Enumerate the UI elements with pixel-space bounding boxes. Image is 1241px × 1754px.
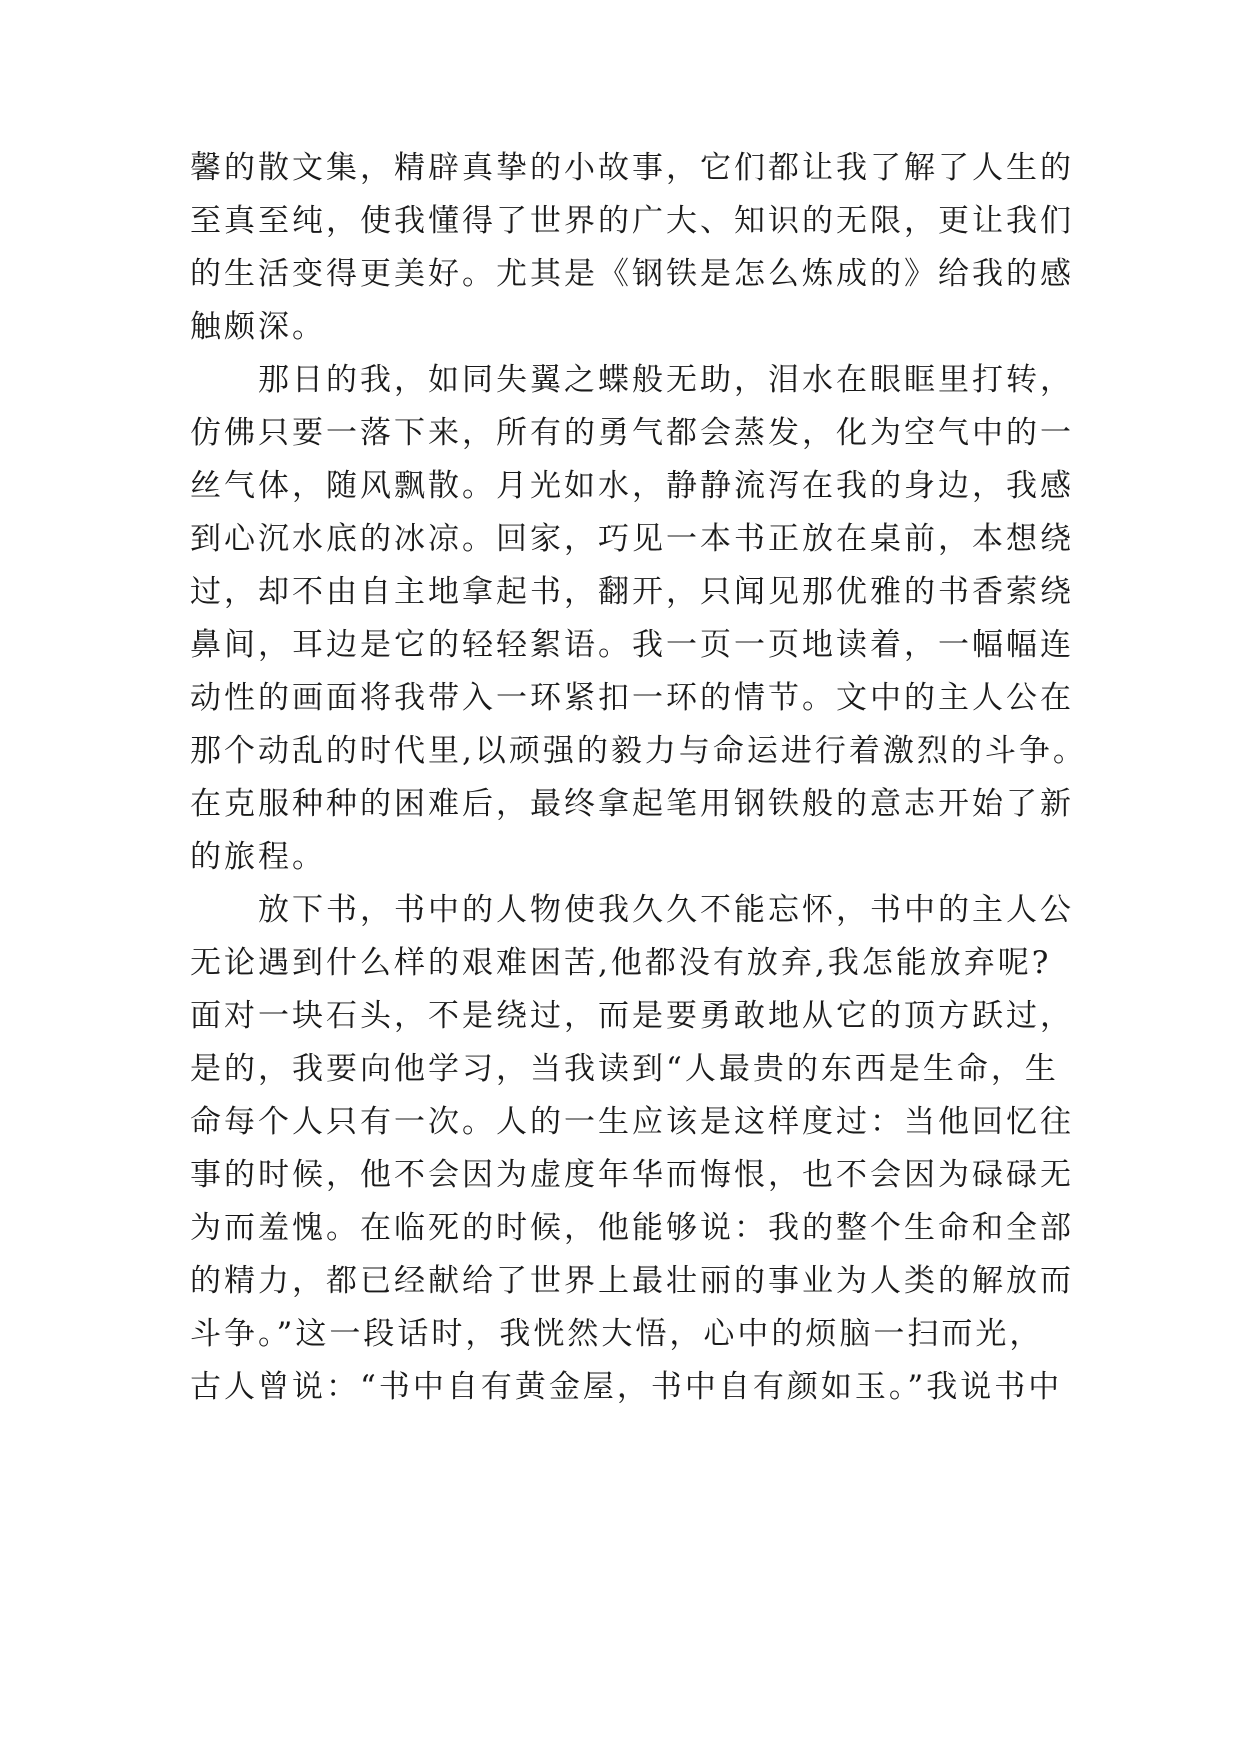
text-line: 那个动乱的时代里,以顽强的毅力与命运进行着激烈的斗争。: [190, 733, 1087, 769]
text-line: 动性的画面将我带入一环紧扣一环的情节。文中的主人公在: [190, 680, 1074, 716]
text-line: 至真至纯，使我懂得了世界的广大、知识的无限，更让我们: [190, 203, 1074, 239]
text-line: 的旅程。: [190, 839, 326, 875]
text-line: 的精力，都已经献给了世界上最壮丽的事业为人类的解放而: [190, 1263, 1074, 1299]
text-line: 到心沉水底的冰凉。回家，巧见一本书正放在桌前，本想绕: [190, 521, 1074, 557]
text-line: 馨的散文集，精辟真挚的小故事，它们都让我了解了人生的: [190, 150, 1074, 186]
text-line: 斗争。”这一段话时，我恍然大悟，心中的烦脑一扫而光，: [190, 1316, 1044, 1352]
text-line: 为而羞愧。在临死的时候，他能够说：我的整个生命和全部: [190, 1210, 1074, 1246]
text-line: 仿佛只要一落下来，所有的勇气都会蒸发，化为空气中的一: [190, 415, 1074, 451]
text-line: 事的时候，他不会因为虚度年华而悔恨，也不会因为碌碌无: [190, 1157, 1074, 1193]
text-line: 鼻间，耳边是它的轻轻絮语。我一页一页地读着，一幅幅连: [190, 627, 1074, 663]
text-line: 无论遇到什么样的艰难困苦,他都没有放弃,我怎能放弃呢?: [190, 945, 1052, 981]
text-line: 的生活变得更美好。尤其是《钢铁是怎么炼成的》给我的感: [190, 256, 1074, 292]
text-line: 丝气体，随风飘散。月光如水，静静流泻在我的身边，我感: [190, 468, 1074, 504]
text-line: 命每个人只有一次。人的一生应该是这样度过：当他回忆往: [190, 1104, 1074, 1140]
text-line: 那日的我，如同失翼之蝶般无助，泪水在眼眶里打转，: [190, 362, 1074, 398]
text-line: 过，却不由自主地拿起书，翻开，只闻见那优雅的书香萦绕: [190, 574, 1074, 610]
text-line: 在克服种种的困难后，最终拿起笔用钢铁般的意志开始了新: [190, 786, 1074, 822]
text-line: 古人曾说：“书中自有黄金屋，书中自有颜如玉。”我说书中: [190, 1369, 1063, 1405]
text-line: 面对一块石头，不是绕过，而是要勇敢地从它的顶方跃过，: [190, 998, 1074, 1034]
text-line: 触颇深。: [190, 309, 326, 345]
text-line: 是的，我要向他学习，当我读到“人最贵的东西是生命，生: [190, 1051, 1059, 1087]
text-line: 放下书，书中的人物使我久久不能忘怀，书中的主人公: [190, 892, 1074, 928]
